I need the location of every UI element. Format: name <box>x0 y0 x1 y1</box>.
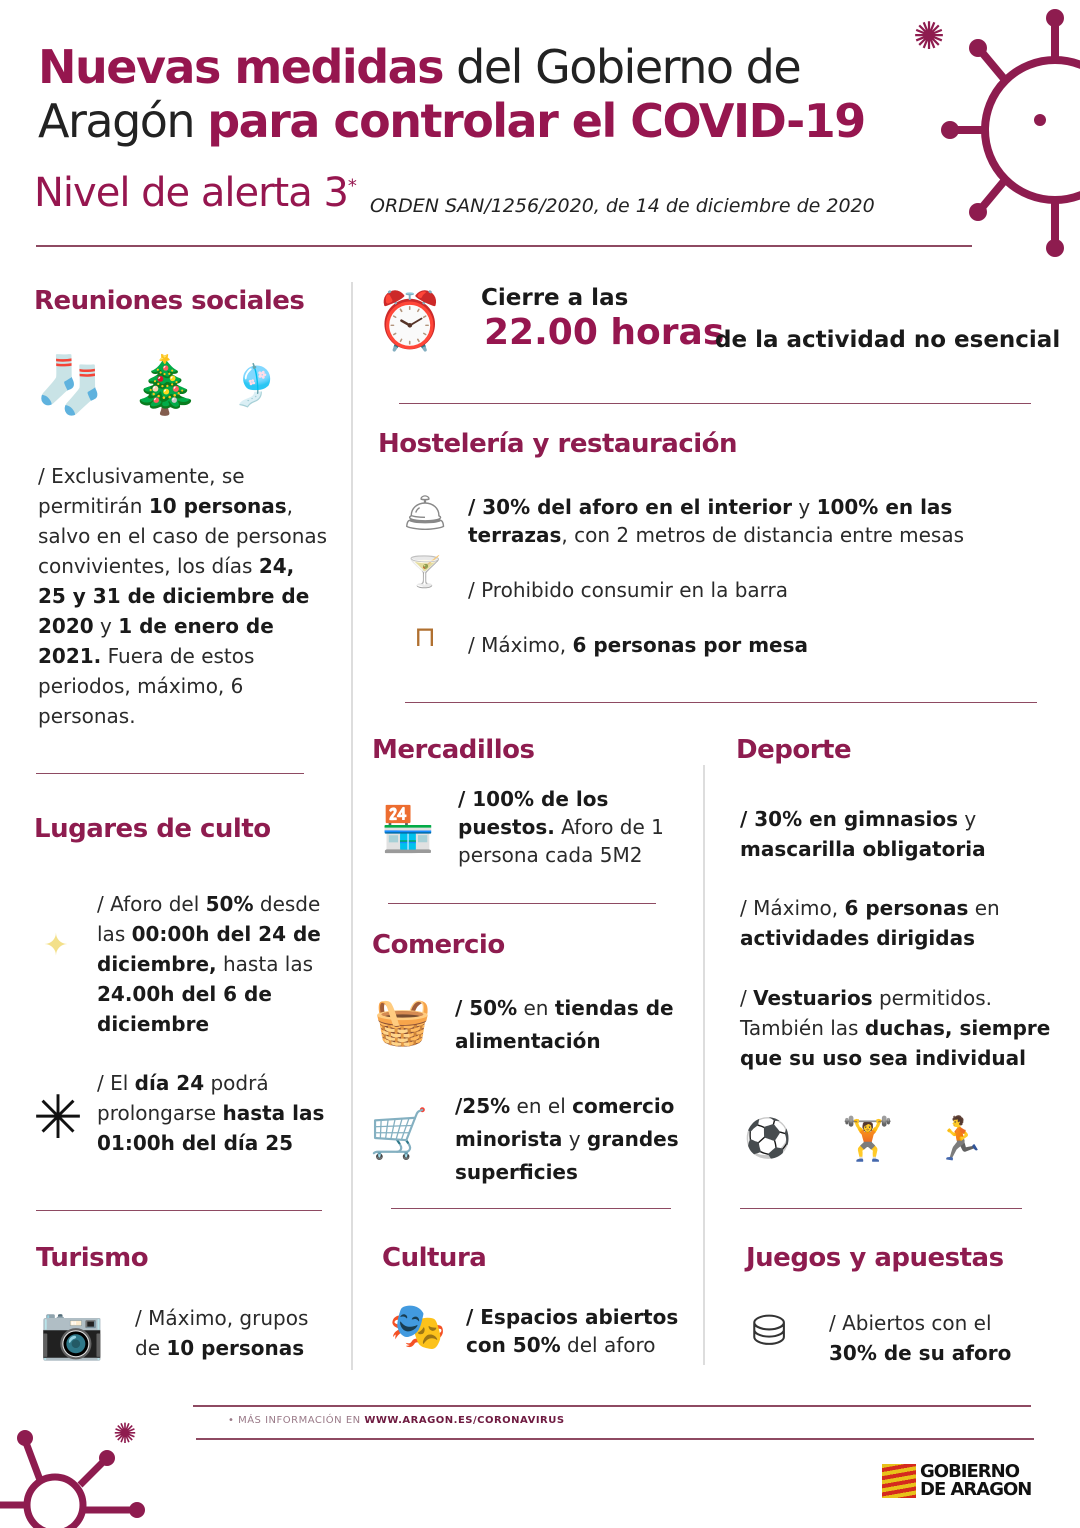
more-info: • MÁS INFORMACIÓN EN WWW.ARAGON.ES/CORONAVIRUS <box>228 1415 565 1426</box>
text-emphasis: /25% <box>455 1094 511 1118</box>
text-segment: y <box>93 614 119 638</box>
closing-time: 22.00 horas <box>484 312 725 353</box>
text-segment: y <box>958 807 977 831</box>
cultura-text <box>466 1303 686 1359</box>
divider <box>399 403 1031 404</box>
stocking-icon: 🧦 <box>35 353 105 418</box>
text-segment: desde las <box>97 892 321 946</box>
divider <box>196 1438 1034 1440</box>
title-line-1 <box>38 40 865 94</box>
text-segment: , salvo en el caso de personas convivientes, los días <box>38 494 328 578</box>
text-segment: / Exclusivamente, se permitirán <box>38 464 245 518</box>
text-segment: del Gobierno de <box>443 40 801 94</box>
text-emphasis: actividades dirigidas <box>740 926 975 950</box>
alert-level <box>34 170 356 216</box>
alert-level-text: Nivel de alerta 3 <box>34 170 348 216</box>
text-segment: en <box>968 896 1000 920</box>
reuniones-text <box>38 461 328 731</box>
text-segment: / Máximo, <box>468 633 573 657</box>
text-segment: Aragón <box>38 94 208 148</box>
text-emphasis: para controlar el COVID-19 <box>207 94 865 148</box>
text-emphasis: / 100% de los puestos. <box>458 787 609 839</box>
text-segment: / El <box>97 1071 135 1095</box>
section-title-reuniones: Reuniones sociales <box>34 286 305 316</box>
aragon-flag-icon <box>882 1464 916 1498</box>
divider <box>740 1208 1022 1209</box>
more-info-link[interactable]: WWW.ARAGON.ES/CORONAVIRUS <box>364 1415 565 1426</box>
order-reference: ORDEN SAN/1256/2020, de 14 de diciembre de 2020 <box>370 195 875 217</box>
text-segment: Aforo de 1 persona cada 5M2 <box>458 815 664 867</box>
small-virus-icon: ✺ <box>113 1416 137 1450</box>
grocery-basket-icon: 🧺 <box>374 993 432 1048</box>
weightlifting-icon: 🏋 <box>841 1114 895 1163</box>
text-segment: y <box>562 1127 587 1151</box>
alarm-clock-icon: ⏰ <box>375 289 445 354</box>
text-segment: / Máximo, grupos de <box>135 1306 309 1360</box>
text-segment: en <box>517 996 555 1020</box>
juegos-text <box>829 1308 1029 1368</box>
deporte-item <box>740 983 1060 1073</box>
text-emphasis: 50% <box>205 892 254 916</box>
more-info-label: MÁS INFORMACIÓN EN <box>238 1415 365 1426</box>
culto-item <box>97 1068 337 1158</box>
text-emphasis: Vestuarios <box>753 986 873 1010</box>
soccer-ball-icon: ⚽ <box>744 1115 792 1160</box>
deporte-item <box>740 804 1060 864</box>
small-virus-icon: ✺ <box>913 14 945 58</box>
cloche-icon: 🛎 <box>402 493 448 534</box>
hosteleria-item <box>468 630 1028 660</box>
text-emphasis: mascarilla obligatoria <box>740 837 986 861</box>
gobierno-aragon-logo <box>882 1463 1031 1499</box>
text-emphasis: hasta las 01:00h del día 25 <box>97 1101 325 1155</box>
text-segment: / Máximo, <box>740 896 845 920</box>
section-title-culto: Lugares de culto <box>34 814 271 844</box>
virus-decoration-icon <box>940 0 1080 260</box>
turismo-text <box>135 1303 335 1363</box>
divider <box>36 1210 322 1211</box>
star-icon: ✳ <box>32 1083 84 1153</box>
divider <box>388 903 656 904</box>
column-divider <box>351 282 353 1370</box>
text-emphasis: comercio minorista <box>455 1094 675 1151</box>
camera-icon: 📷 <box>39 1302 105 1363</box>
logo-line-2: DE ARAGON <box>920 1479 1032 1500</box>
ornament-icon: 🎐 <box>230 362 280 409</box>
closing-post: de la actividad no esencial <box>715 327 1061 353</box>
text-emphasis: 00:00h del 24 de diciembre, <box>97 922 321 976</box>
section-title-cultura: Cultura <box>382 1243 487 1273</box>
text-emphasis: 1 de enero de 2021. <box>38 614 274 668</box>
hosteleria-item <box>468 493 1038 549</box>
section-title-deporte: Deporte <box>736 735 852 765</box>
table-chairs-icon: ⊓ <box>414 619 436 653</box>
culto-item <box>97 889 347 1039</box>
text-emphasis: día 24 <box>134 1071 205 1095</box>
page-title <box>38 40 865 148</box>
logo-line-1: GOBIERNO <box>920 1461 1020 1482</box>
text-segment: / Abiertos con el <box>829 1311 992 1335</box>
text-segment: en el <box>510 1094 573 1118</box>
title-line-2 <box>38 94 865 148</box>
text-emphasis: 30% de su aforo <box>829 1341 1012 1365</box>
text-segment: / Prohibido consumir en la barra <box>468 578 789 602</box>
hosteleria-item <box>468 575 1028 605</box>
theater-masks-icon: 🎭 <box>389 1298 447 1353</box>
section-title-comercio: Comercio <box>372 930 505 960</box>
text-emphasis: grandes superficies <box>455 1127 679 1184</box>
comercio-item <box>455 1090 700 1189</box>
text-emphasis: 100% en las terrazas <box>468 495 953 547</box>
section-title-hosteleria: Hostelería y restauración <box>378 429 738 459</box>
section-title-mercadillos: Mercadillos <box>372 735 535 765</box>
text-emphasis: / Espacios abiertos con 50% <box>466 1305 679 1357</box>
mercadillos-text <box>458 785 678 869</box>
shopping-cart-icon: 🛒 <box>369 1105 429 1162</box>
section-title-juegos: Juegos y apuestas <box>746 1243 1004 1273</box>
divider <box>405 702 1037 703</box>
text-emphasis: / 30% en gimnasios <box>740 807 959 831</box>
text-segment: / Aforo del <box>97 892 206 916</box>
christmas-tree-icon: 🎄 <box>130 353 200 418</box>
text-segment: Fuera de estos periodos, máximo, 6 personas. <box>38 644 255 728</box>
text-segment: del aforo <box>560 1333 656 1357</box>
text-emphasis: 6 personas <box>844 896 969 920</box>
text-emphasis: 24, 25 y 31 de diciembre de 2020 <box>38 554 310 638</box>
text-emphasis: / 50% <box>455 996 518 1020</box>
text-emphasis: duchas, siempre que su uso sea individual <box>740 1016 1051 1070</box>
divider <box>391 1208 671 1209</box>
text-emphasis: 6 personas por mesa <box>572 633 808 657</box>
footnote-mark: * <box>347 175 356 197</box>
text-emphasis: tiendas de alimentación <box>455 996 674 1053</box>
text-segment: hasta las <box>216 952 314 976</box>
text-segment: y <box>792 495 817 519</box>
text-segment: permitidos. También las <box>740 986 992 1040</box>
column-divider <box>703 765 705 1365</box>
text-segment: , con 2 metros de distancia entre mesas <box>561 523 964 547</box>
comercio-item <box>455 992 695 1058</box>
deporte-item <box>740 893 1060 953</box>
cocktail-icon: 🍸 <box>406 554 444 590</box>
section-title-turismo: Turismo <box>36 1243 149 1273</box>
market-stall-icon: 🏪 <box>380 804 436 855</box>
divider <box>193 1405 1031 1407</box>
text-segment: / <box>740 986 754 1010</box>
text-emphasis: / 30% del aforo en el interior <box>468 495 792 519</box>
divider <box>36 773 304 774</box>
text-emphasis: 24.00h del 6 de diciembre <box>97 982 272 1036</box>
runner-icon: 🏃 <box>933 1114 987 1163</box>
closing-pre: Cierre a las <box>481 285 629 311</box>
text-emphasis: 10 personas <box>148 494 287 518</box>
divider <box>36 245 972 247</box>
sparkle-icon: ✦ <box>43 927 69 963</box>
text-segment: podrá prolongarse <box>97 1071 269 1125</box>
text-emphasis: Nuevas medidas <box>38 40 444 94</box>
casino-chips-icon: ⛁ <box>751 1305 787 1355</box>
text-emphasis: 10 personas <box>166 1336 305 1360</box>
